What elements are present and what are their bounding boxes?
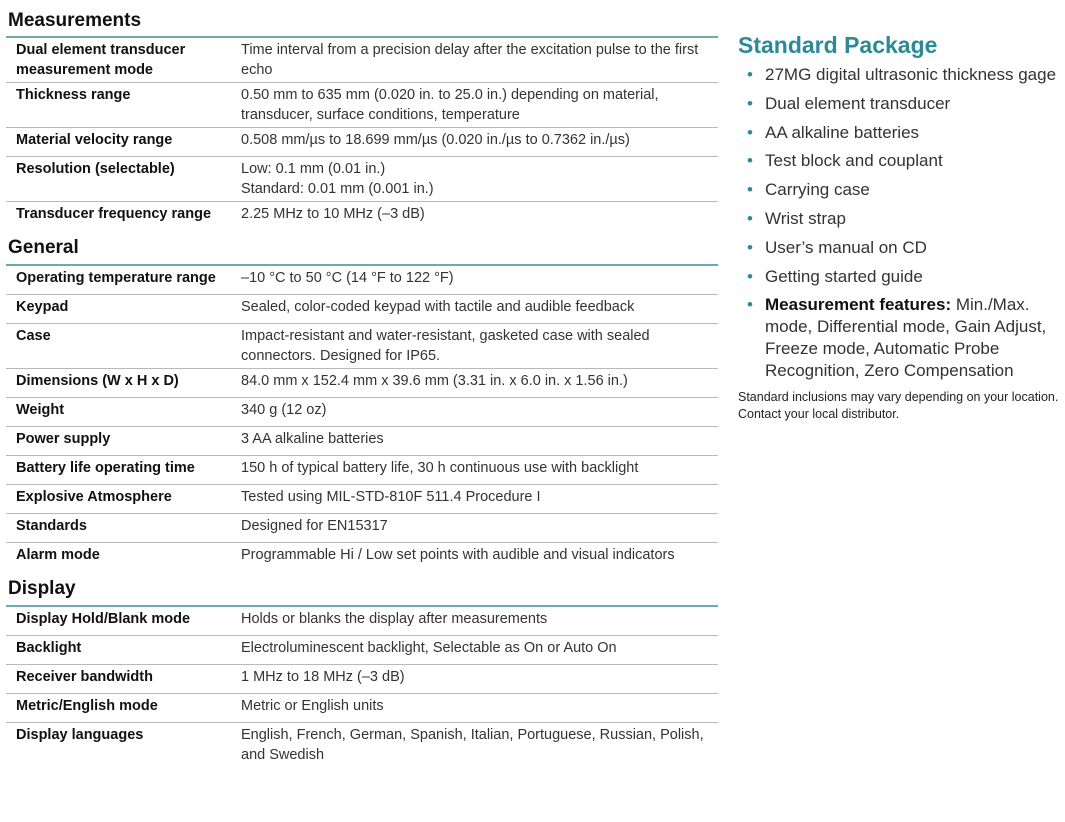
table-row [6,636,718,665]
list-item [738,150,1065,172]
spec-value: 340 g (12 oz) [241,402,327,418]
list-item-text: Wrist strap [765,208,846,228]
spec-value: Designed for EN15317 [241,518,388,534]
spec-value: Metric or English units [241,698,384,714]
spec-value: 0.508 mm/µs to 18.699 mm/µs (0.020 in./µs to 0.7362 in./µs) [241,132,630,148]
table-row [6,485,718,514]
spec-value: 2.25 MHz to 10 MHz (–3 dB) [241,206,425,222]
display-table [6,605,718,767]
spec-label: Case [16,328,51,344]
list-item-text: Getting started guide [765,266,923,286]
general-table [6,264,718,572]
section-title-general: General [8,237,79,258]
standard-package-list [738,64,1065,382]
specifications-column [6,0,718,767]
spec-value: Time interval from a precision delay after the excitation pulse to the first echo [241,42,699,78]
table-row [6,83,718,128]
section-title-display: Display [8,578,76,599]
bullet-icon: • [747,151,753,171]
spec-value: 150 h of typical battery life, 30 h continuous use with backlight [241,460,639,476]
spec-value: 1 MHz to 18 MHz (–3 dB) [241,669,405,685]
inclusions-note: Standard inclusions may vary depending on your location. Contact your local distributor. [738,390,1059,422]
spec-label: Thickness range [16,87,131,103]
bullet-icon: • [747,237,753,257]
table-row [6,607,718,636]
standard-package-title: Standard Package [738,32,938,58]
spec-label: Operating temperature range [16,270,216,286]
features-text: Min./Max. mode, Differential mode, Gain Adjust, Freeze mode, Automatic Probe Recognition, Zero Compensation [765,295,1047,381]
list-item [738,64,1065,86]
measurement-features-item [738,294,1065,382]
spec-value: Electroluminescent backlight, Selectable as On or Auto On [241,640,617,656]
bullet-icon: • [747,295,753,315]
table-row [6,38,718,83]
section-title-measurements: Measurements [8,10,142,31]
spec-value: Tested using MIL-STD-810F 511.4 Procedure I [241,489,541,505]
bullet-icon: • [747,266,753,286]
list-item-text: 27MG digital ultrasonic thickness gage [765,65,1057,84]
list-item-text: Carrying case [765,180,870,200]
spec-label: Metric/English mode [16,698,158,714]
table-row [6,694,718,723]
table-row [6,665,718,694]
spec-label: Weight [16,402,65,418]
spec-label: Power supply [16,431,111,447]
list-item [738,208,1065,230]
table-row [6,202,718,231]
list-item-text: AA alkaline batteries [765,122,920,142]
spec-label: Dimensions (W x H x D) [16,373,179,389]
bullet-icon: • [747,93,753,113]
features-label: Measurement features: [765,295,952,315]
spec-value: 84.0 mm x 152.4 mm x 39.6 mm (3.31 in. x 6.0 in. x 1.56 in.) [241,373,628,389]
spec-value: Sealed, color-coded keypad with tactile and audible feedback [241,299,635,315]
spec-label: Resolution (selectable) [16,161,175,177]
table-row [6,723,718,767]
spec-label: Display languages [16,727,144,743]
bullet-icon: • [747,208,753,228]
table-row [6,398,718,427]
list-item-text: User’s manual on CD [765,237,927,257]
spec-value: English, French, German, Spanish, Italian, Portuguese, Russian, Polish, and Swedish [241,727,704,763]
spec-label: Alarm mode [16,547,100,563]
table-row [6,369,718,398]
spec-value: Holds or blanks the display after measurements [241,611,548,627]
table-row [6,295,718,324]
table-row [6,543,718,572]
bullet-icon: • [747,65,753,84]
table-row [6,456,718,485]
spec-value: 3 AA alkaline batteries [241,431,384,447]
list-item [738,179,1065,201]
standard-package-panel [738,30,1065,423]
measurements-table [6,36,718,231]
spec-label: Transducer frequency range [16,206,212,222]
spec-label: Explosive Atmosphere [16,489,172,505]
spec-value: 0.50 mm to 635 mm (0.020 in. to 25.0 in.) depending on material, transducer, surface conditions, temperature [241,87,659,123]
spec-label: Keypad [16,299,69,315]
bullet-icon: • [747,122,753,142]
list-item [738,93,1065,115]
table-row [6,266,718,295]
list-item [738,122,1065,144]
list-item [738,266,1065,288]
table-row [6,324,718,369]
spec-label: Receiver bandwidth [16,669,153,685]
table-row [6,128,718,157]
list-item-text: Dual element transducer [765,93,951,113]
spec-label: Dual element transducer measurement mode [16,42,186,78]
spec-label: Backlight [16,640,82,656]
spec-value: Programmable Hi / Low set points with audible and visual indicators [241,547,675,563]
table-row [6,427,718,456]
table-row [6,514,718,543]
list-item [738,237,1065,259]
list-item-text: Test block and couplant [765,151,943,171]
spec-label: Standards [16,518,87,534]
spec-label: Battery life operating time [16,460,195,476]
spec-value: –10 °C to 50 °C (14 °F to 122 °F) [241,270,454,286]
bullet-icon: • [747,180,753,200]
spec-value: Low: 0.1 mm (0.01 in.) Standard: 0.01 mm (0.001 in.) [241,161,434,197]
spec-label: Display Hold/Blank mode [16,611,191,627]
spec-label: Material velocity range [16,132,173,148]
table-row [6,157,718,202]
spec-value: Impact-resistant and water-resistant, gasketed case with sealed connectors. Designed for IP65. [241,328,650,364]
